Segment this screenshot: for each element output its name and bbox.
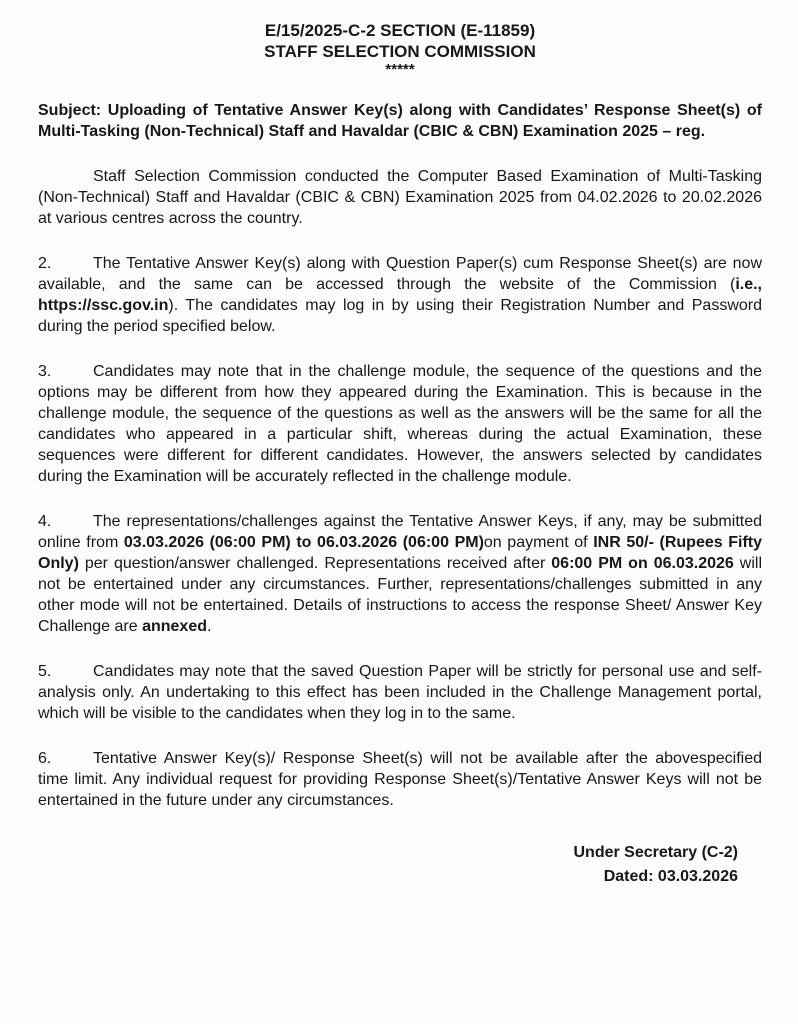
ssc-website-url: i.e., https://ssc.gov.in bbox=[38, 276, 762, 314]
paragraph-1 bbox=[38, 166, 762, 229]
paragraph-4-text: on payment of bbox=[483, 534, 594, 551]
paragraph-2 bbox=[38, 253, 762, 337]
document-header bbox=[38, 20, 762, 77]
signature-date: Dated: 03.03.2026 bbox=[603, 868, 738, 885]
paragraph-6-number: 6. bbox=[38, 750, 52, 767]
paragraph-2-text-tail: ). The candidates may log in by using their Registration Number and Password during the period specified below. bbox=[38, 297, 762, 335]
organization-name: STAFF SELECTION COMMISSION bbox=[264, 42, 536, 61]
paragraph-4-text: will not be entertained under any circumstances. Further, representations/challenges submitted in any other mode will not be entertained. Details of instructions to access the response Sheet/ Answer Key Challenge are bbox=[38, 555, 763, 635]
paragraph-5-text: Candidates may note that the saved Question Paper will be strictly for personal use and self-analysis only. An undertaking to this effect has been included in the Challenge Management portal, which will be visible to the candidates when they log in to the same. bbox=[38, 663, 762, 722]
paragraph-4-number: 4. bbox=[38, 513, 52, 530]
separator-stars: ***** bbox=[385, 61, 415, 78]
paragraph-3-number: 3. bbox=[38, 363, 52, 380]
paragraph-5-number: 5. bbox=[38, 663, 52, 680]
paragraph-4-text: The representations/challenges against the Tentative Answer Keys, if any, may be submitted online from bbox=[38, 513, 762, 551]
paragraph-4-text: per question/answer challenged. Representations received after bbox=[78, 555, 552, 572]
paragraph-3-text: Candidates may note that in the challenge module, the sequence of the questions and the options may be different from how they appeared during the Examination. This is because in the challenge module, the sequence of the questions as well as the answers will be the same for all the candidates who appeared in a particular shift, whereas during the actual Examination, these sequences were different for different candidates. However, the answers selected by candidates during the Examination will be accurately reflected in the challenge module. bbox=[38, 363, 762, 485]
signature-block bbox=[38, 841, 762, 889]
paragraph-2-number: 2. bbox=[38, 255, 52, 272]
paragraph-1-text: Staff Selection Commission conducted the Computer Based Examination of Multi-Tasking (Non-Technical) Staff and Havaldar (CBIC & CBN) Examination 2025 from 04.02.2026 to 20.02.2026 at various centres across the country. bbox=[38, 168, 762, 227]
annexed-emphasis: annexed bbox=[142, 618, 207, 635]
subject-line: Subject: Uploading of Tentative Answer Key(s) along with Candidates’ Response Sheet(s) of Multi-Tasking (Non-Technical) Staff and Havaldar (CBIC & CBN) Examination 2025 – reg. bbox=[38, 102, 762, 140]
paragraph-4 bbox=[38, 511, 762, 637]
challenge-deadline: 06:00 PM on 06.03.2026 bbox=[551, 555, 734, 572]
paragraph-6 bbox=[38, 748, 762, 811]
paragraph-2-text: The Tentative Answer Key(s) along with Question Paper(s) cum Response Sheet(s) are now available, and the same can be accessed through the website of the Commission ( bbox=[38, 255, 762, 293]
paragraph-4-text: . bbox=[207, 618, 212, 635]
paragraph-5 bbox=[38, 661, 762, 724]
challenge-window-dates: 03.03.2026 (06:00 PM) to 06.03.2026 (06:00 PM) bbox=[123, 534, 484, 551]
challenge-fee: INR 50/- (Rupees Fifty Only) bbox=[38, 534, 763, 572]
file-number: E/15/2025-C-2 SECTION (E-11859) bbox=[264, 21, 536, 40]
paragraph-6-text: Tentative Answer Key(s)/ Response Sheet(s) will not be available after the abovespecified time limit. Any individual request for providing Response Sheet(s)/Tentative Answer Keys will not be entertained in the future under any circumstances. bbox=[38, 750, 762, 809]
paragraph-3 bbox=[38, 361, 762, 487]
signature-title: Under Secretary (C-2) bbox=[573, 844, 738, 861]
